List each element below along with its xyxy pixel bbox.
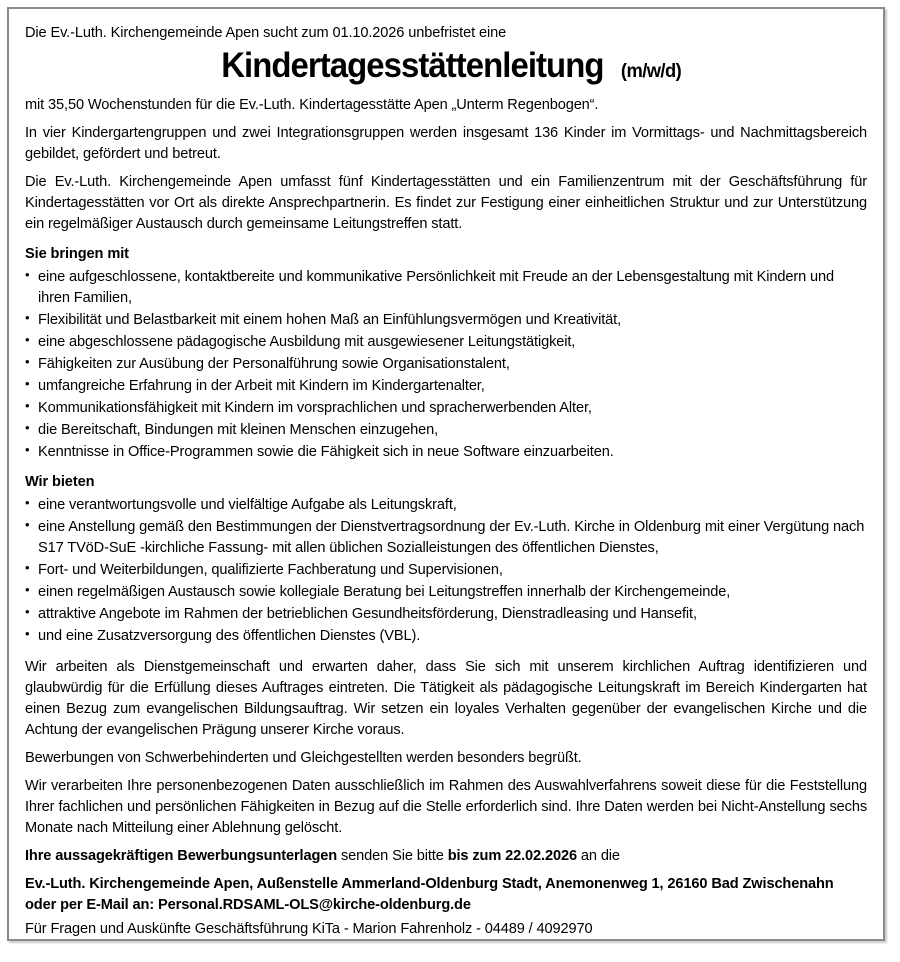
paragraph-dienstgemeinschaft: Wir arbeiten als Dienstgemeinschaft und erwarten daher, dass Sie sich mit unserem kirchlichen Auftrag identifizieren und glaubwürdig für die Erfüllung dieses Auftrages eintreten. Die Tätigkeit als pädagogische Leitungskraft im Bereich Kindergarten hat einen Bezug zum evangelischen Bildungsauftrag. Wir setzen ein loyales Verhalten gegenüber der evangelischen Kirche und die Achtung der evangelischen Prägung unserer Kirche voraus.	[25, 658, 867, 738]
application-tail-text: an die	[576, 847, 620, 864]
application-deadline-line	[25, 846, 867, 867]
list-item: • Kenntnisse in Office-Programmen sowie die Fähigkeit sich in neue Software einzuarbeiten.	[25, 442, 867, 463]
paragraph-schwerbehinderte: Bewerbungen von Schwerbehinderten und Gleichgestellten werden besonders begrüßt.	[25, 749, 582, 766]
subline-hours: mit 35,50 Wochenstunden für die Ev.-Luth. Kindertagesstätte Apen „Unterm Regenbogen“.	[25, 96, 599, 113]
list-item: • Fähigkeiten zur Ausübung der Personalführung sowie Organisationstalent,	[25, 354, 867, 375]
paragraph-organisation: Die Ev.-Luth. Kirchengemeinde Apen umfasst fünf Kindertagesstätten und ein Familienzentrum mit der Geschäftsführung für Kindertagesstätten vor Ort als direkte Ansprechpartnerin. Es findet zur Festigung einer einheitlichen Struktur und zur Unterstützung ein regelmäßiger Austausch durch gemeinsame Leitungstreffen statt.	[25, 173, 867, 232]
paragraph-datenschutz: Wir verarbeiten Ihre personenbezogenen Daten ausschließlich im Rahmen des Auswahlverfahrens soweit diese für die Feststellung Ihrer fachlichen und persönlichen Fähigkeiten in Bezug auf die Stelle erforderlich sind. Ihre Daten werden bei Nicht-Anstellung sechs Monate nach Mitteilung einer Ablehnung gelöscht.	[25, 777, 867, 836]
offers-list	[25, 495, 867, 647]
list-item: • attraktive Angebote im Rahmen der betrieblichen Gesundheitsförderung, Dienstradleasing und Hansefit,	[25, 604, 867, 625]
contact-block	[25, 874, 867, 940]
contact-phone-note: Für Fragen und Auskünfte Geschäftsführung KiTa - Marion Fahrenholz - 04489 / 4092970	[25, 920, 593, 937]
offers-heading: Wir bieten	[25, 473, 95, 490]
headline	[25, 46, 867, 85]
job-title: Kindertagesstättenleitung	[221, 46, 604, 86]
list-item: • eine aufgeschlossene, kontaktbereite und kommunikative Persönlichkeit mit Freude an der Lebensgestaltung mit Kindern und ihren Familien,	[25, 267, 867, 309]
list-item: • und eine Zusatzversorgung des öffentlichen Dienstes (VBL).	[25, 626, 867, 647]
email-address-line[interactable]: oder per E-Mail an: Personal.RDSAML-OLS@kirche-oldenburg.de	[25, 896, 471, 913]
requirements-heading: Sie bringen mit	[25, 245, 129, 262]
paragraph-groups: In vier Kindergartengruppen und zwei Integrationsgruppen werden insgesamt 136 Kinder im Vormittags- und Nachmittagsbereich gebildet, gefördert und betreut.	[25, 124, 867, 162]
list-item: • einen regelmäßigen Austausch sowie kollegiale Beratung bei Leitungstreffen innerhalb der Kirchengemeinde,	[25, 582, 867, 603]
advertisement-body	[25, 23, 867, 940]
list-item: • Kommunikationsfähigkeit mit Kindern im vorsprachlichen und spracherwerbenden Alter,	[25, 398, 867, 419]
application-mid-text: senden Sie bitte	[337, 847, 448, 864]
job-title-gender-suffix: (m/w/d)	[620, 60, 681, 83]
list-item: • Fort- und Weiterbildungen, qualifizierte Fachberatung und Supervisionen,	[25, 560, 867, 581]
intro-line: Die Ev.-Luth. Kirchengemeinde Apen sucht zum 01.10.2026 unbefristet eine	[25, 25, 507, 41]
advertisement-frame	[7, 7, 885, 941]
list-item: • die Bereitschaft, Bindungen mit kleinen Menschen einzugehen,	[25, 420, 867, 441]
application-documents-label: Ihre aussagekräftigen Bewerbungsunterlagen	[25, 847, 338, 864]
postal-address: Ev.-Luth. Kirchengemeinde Apen, Außenstelle Ammerland-Oldenburg Stadt, Anemonenweg 1, 26160 Bad Zwischenahn	[25, 875, 834, 892]
list-item: • eine verantwortungsvolle und vielfältige Aufgabe als Leitungskraft,	[25, 495, 867, 516]
list-item: • eine abgeschlossene pädagogische Ausbildung mit ausgewiesener Leitungstätigkeit,	[25, 332, 867, 353]
list-item: • umfangreiche Erfahrung in der Arbeit mit Kindern im Kindergartenalter,	[25, 376, 867, 397]
application-deadline: bis zum 22.02.2026	[447, 847, 577, 864]
list-item: • Flexibilität und Belastbarkeit mit einem hohen Maß an Einfühlungsvermögen und Kreativität,	[25, 310, 867, 331]
requirements-list	[25, 267, 867, 463]
list-item: • eine Anstellung gemäß den Bestimmungen der Dienstvertragsordnung der Ev.-Luth. Kirche in Oldenburg mit einer Vergütung nach S17 TVöD-SuE -kirchliche Fassung- mit allen üblichen Sozialleistungen des öffentlichen Dienstes,	[25, 517, 867, 559]
